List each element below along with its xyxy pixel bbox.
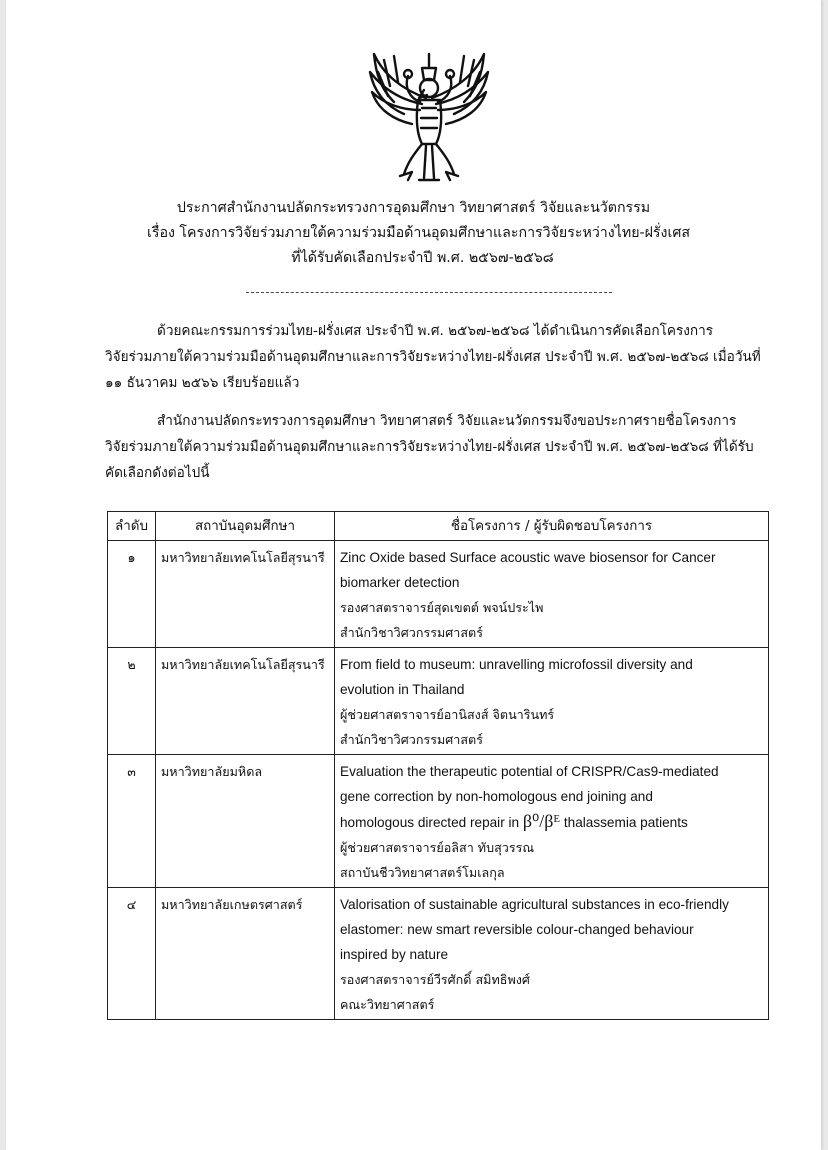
table-row	[108, 888, 769, 1020]
header-line-year: ที่ได้รับคัดเลือกประจำปี พ.ศ. ๒๕๖๗-๒๕๖๘	[291, 250, 554, 266]
row-no: ๓	[108, 755, 156, 888]
project-title-line: Evaluation the therapeutic potential of CRISPR/Cas9-mediated	[340, 764, 719, 779]
header-project: ชื่อโครงการ / ผู้รับผิดชอบโครงการ	[335, 512, 769, 541]
project-title-text: thalassemia patients	[563, 815, 688, 830]
header-line-subject: เรื่อง โครงการวิจัยร่วมภายใต้ความร่วมมือด้านอุดมศึกษาและการวิจัยระหว่างไทย-ฝรั่งเศส	[146, 225, 690, 241]
project-unit: สำนักวิชาวิศวกรรมศาสตร์	[340, 732, 483, 747]
project-title-line: gene correction by non-homologous end joining and	[340, 789, 653, 804]
project-unit: สำนักวิชาวิศวกรรมศาสตร์	[340, 625, 483, 640]
row-institution: มหาวิทยาลัยเทคโนโลยีสุรนารี	[156, 648, 335, 755]
paragraph-1-line-3: ๑๑ ธันวาคม ๒๕๖๖ เรียบร้อยแล้ว	[105, 375, 300, 391]
row-no: ๑	[108, 541, 156, 648]
row-project	[335, 888, 769, 1020]
paragraph-1-line-2: วิจัยร่วมภายใต้ความร่วมมือด้านอุดมศึกษาและการวิจัยระหว่างไทย-ฝรั่งเศส ประจำปี พ.ศ. ๒๕๖๗-๒๕๖๘ เมื่อวันที่	[105, 349, 761, 365]
row-institution: มหาวิทยาลัยมหิดล	[156, 755, 335, 888]
paragraph-2-line-2: วิจัยร่วมภายใต้ความร่วมมือด้านอุดมศึกษาและการวิจัยระหว่างไทย-ฝรั่งเศส ประจำปี พ.ศ. ๒๕๖๗-๒๕๖๘ ที่ได้รับ	[105, 439, 754, 455]
table-row	[108, 755, 769, 888]
project-title-line: Valorisation of sustainable agricultural substances in eco-friendly	[340, 897, 729, 912]
paragraph-1	[105, 318, 761, 396]
project-lead: ผู้ช่วยศาสตราจารย์อลิสา ทับสุวรรณ	[340, 840, 535, 855]
paragraph-2	[105, 408, 755, 486]
table-header-row	[108, 512, 769, 541]
project-title-line: Zinc Oxide based Surface acoustic wave biosensor for Cancer	[340, 550, 716, 565]
beta-notation: β⁰/βᴱ	[522, 811, 561, 831]
project-unit: คณะวิทยาศาสตร์	[340, 997, 435, 1012]
row-no: ๔	[108, 888, 156, 1020]
project-title-line: elastomer: new smart reversible colour-changed behaviour	[340, 922, 694, 937]
paragraph-2-line-1: สำนักงานปลัดกระทรวงการอุดมศึกษา วิทยาศาสตร์ วิจัยและนวัตกรรมจึงขอประกาศรายชื่อโครงการ	[157, 413, 737, 429]
header-institution: สถาบันอุดมศึกษา	[156, 512, 335, 541]
table-row	[108, 648, 769, 755]
project-lead: ผู้ช่วยศาสตราจารย์อานิสงส์ จิตนารินทร์	[340, 707, 555, 722]
row-project	[335, 648, 769, 755]
project-title-line	[340, 809, 768, 835]
project-lead: รองศาสตราจารย์สุดเขตต์ พจน์ประไพ	[340, 600, 544, 615]
project-title-line: inspired by nature	[340, 947, 449, 962]
header-line-title: ประกาศสำนักงานปลัดกระทรวงการอุดมศึกษา วิทยาศาสตร์ วิจัยและนวัตกรรม	[176, 200, 651, 216]
dashed-divider	[246, 292, 612, 293]
document-page	[6, 0, 821, 1150]
garuda-emblem-icon	[364, 46, 494, 184]
header-no: ลำดับ	[108, 512, 156, 541]
project-title-line: evolution in Thailand	[340, 682, 465, 697]
project-unit: สถาบันชีววิทยาศาสตร์โมเลกุล	[340, 865, 505, 880]
project-title-line: From field to museum: unravelling microfossil diversity and	[340, 657, 693, 672]
announcement-header	[6, 196, 821, 271]
project-title-line: biomarker detection	[340, 575, 460, 590]
row-project	[335, 541, 769, 648]
project-table	[107, 511, 769, 1020]
row-no: ๒	[108, 648, 156, 755]
row-institution: มหาวิทยาลัยเกษตรศาสตร์	[156, 888, 335, 1020]
table-row	[108, 541, 769, 648]
paragraph-1-line-1: ด้วยคณะกรรมการร่วมไทย-ฝรั่งเศส ประจำปี พ.ศ. ๒๕๖๗-๒๕๖๘ ได้ดำเนินการคัดเลือกโครงการ	[157, 323, 714, 339]
project-lead: รองศาสตราจารย์วีรศักดิ์ สมิทธิพงศ์	[340, 972, 530, 987]
project-title-text: homologous directed repair in	[340, 815, 520, 830]
row-institution: มหาวิทยาลัยเทคโนโลยีสุรนารี	[156, 541, 335, 648]
paragraph-2-line-3: คัดเลือกดังต่อไปนี้	[105, 465, 210, 481]
row-project	[335, 755, 769, 888]
